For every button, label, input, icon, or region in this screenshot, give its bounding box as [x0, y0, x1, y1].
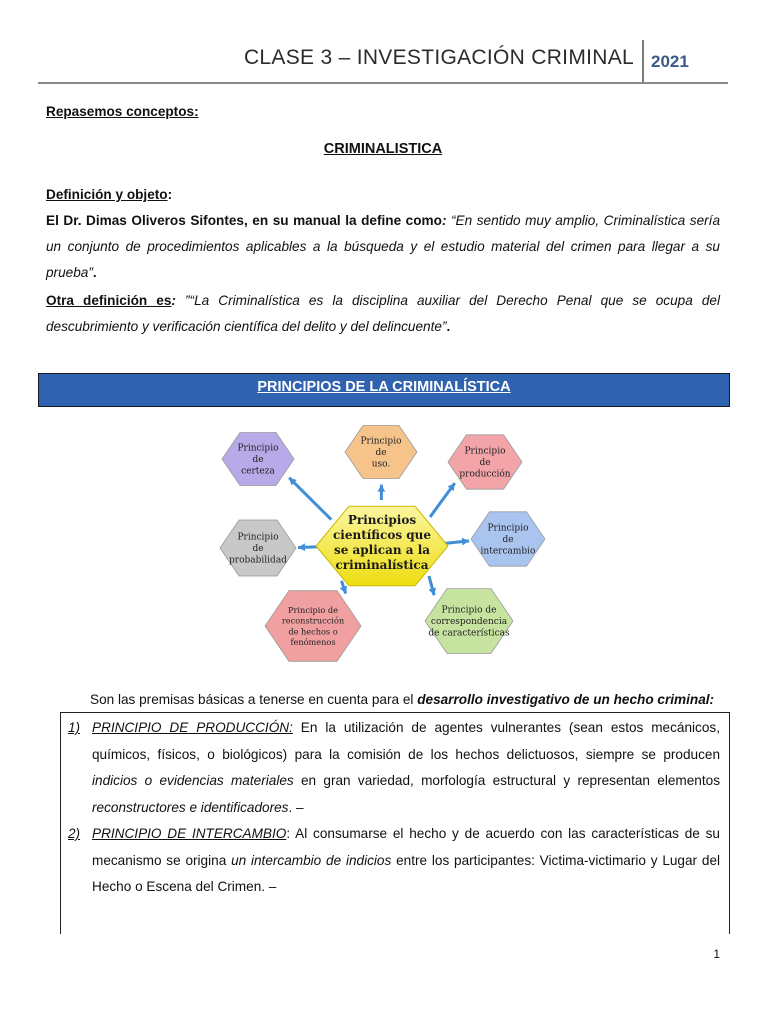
definition-1-end: .: [92, 265, 97, 280]
node-probabilidad-label: probabilidad: [229, 555, 287, 566]
item-2-b: un intercambio de indicios: [231, 852, 392, 868]
node-uso-label: Principio: [360, 436, 402, 447]
arrowhead-intercambio: [462, 538, 469, 546]
definition-heading-colon: :: [167, 187, 173, 202]
node-probabilidad-label: de: [252, 544, 264, 554]
definition-1-quote: “En sentido muy amplio, Criminalística sería un conjunto de procedimientos aplicables a la búsqueda y el estudio material del crimen para llegar a su prueba”: [46, 213, 721, 280]
item-1-number: 1): [68, 720, 81, 735]
page-number: 1: [713, 947, 720, 961]
node-certeza-label: Principio: [237, 443, 279, 454]
item-1-a: En la utilización de agentes vulnerantes (sean estos mecánicos, químicos, físicos, o biológicos) para la comisión de los hechos delictuosos, siempre se producen: [92, 720, 720, 762]
node-intercambio-label: de: [502, 535, 514, 545]
item-1-e: . –: [288, 799, 304, 815]
item-1-b: indicios o evidencias materiales: [92, 773, 294, 788]
definition-1-colon: :: [441, 213, 452, 228]
definition-heading: [46, 182, 720, 208]
premisas-emphasis: desarrollo investigativo de un hecho criminal:: [417, 692, 715, 707]
diagram-nodes: [220, 426, 545, 662]
node-reconstruccion-label: reconstrucción: [281, 615, 345, 626]
principles-section-bar: [38, 373, 730, 407]
item-2-number: 2): [68, 826, 81, 841]
item-2-colon: :: [286, 826, 291, 841]
definition-paragraph-2: [46, 288, 720, 340]
premisas-sentence: [90, 687, 730, 713]
list-item: [68, 715, 720, 821]
list-item: [68, 821, 720, 901]
document-header-title: CLASE 3 – INVESTIGACIÓN CRIMINAL: [243, 46, 634, 69]
premisas-lead: Son las premisas básicas a tenerse en cuenta para el: [90, 692, 418, 707]
definition-2-quote: ”“La Criminalística es la disciplina auxiliar del Derecho Penal que se ocupa del descubrimiento y verificación científica del delito y del delincuente”: [46, 293, 720, 334]
item-2-text: [92, 821, 720, 901]
item-1-d: reconstructores e identificadores: [92, 799, 289, 815]
item-2-a: Al consumarse el hecho y de acuerdo con las características de su mecanismo se origina: [92, 826, 720, 868]
node-reconstruccion-label: de hechos o: [288, 626, 338, 637]
node-correspondencia-label: correspondencia: [430, 617, 508, 627]
arrowhead-uso: [378, 485, 386, 492]
node-produccion-label: de: [479, 458, 491, 468]
center-label-line: Principios: [347, 513, 417, 527]
node-certeza-label: de: [252, 455, 264, 465]
node-uso-label: uso.: [371, 459, 391, 470]
document-header-year: 2021: [651, 52, 689, 71]
principles-diagram: [218, 414, 554, 674]
center-label-line: científicos que: [332, 528, 432, 542]
node-uso-label: de: [375, 448, 387, 458]
repasemos-heading: Repasemos conceptos:: [46, 104, 199, 119]
definition-2-lead: Otra definición es: [46, 293, 172, 308]
arrowhead-probabilidad: [298, 543, 305, 551]
item-2-title: PRINCIPIO DE INTERCAMBIO: [92, 826, 287, 841]
node-correspondencia-label: Principio de: [441, 605, 497, 616]
node-reconstruccion-label: Principio de: [288, 604, 338, 615]
item-1-text: [92, 715, 720, 821]
header-divider: [642, 40, 644, 84]
header-rule: [38, 82, 728, 84]
definition-paragraph-1: [46, 208, 720, 286]
definition-2-end: .: [446, 319, 451, 334]
definition-heading-text: Definición y objeto: [46, 187, 168, 202]
definition-1-lead: El Dr. Dimas Oliveros Sifontes, en su manual la define como: [46, 213, 442, 228]
node-probabilidad-label: Principio: [237, 532, 279, 543]
node-correspondencia-label: de características: [428, 628, 510, 639]
node-certeza-label: certeza: [241, 466, 275, 477]
center-label-line: criminalística: [335, 558, 429, 572]
item-1-c: en gran variedad, morfología estructural y representan elementos: [293, 773, 720, 788]
node-produccion-label: producción: [459, 469, 511, 480]
principles-section-title: PRINCIPIOS DE LA CRIMINALÍSTICA: [257, 379, 511, 395]
item-1-title: PRINCIPIO DE PRODUCCIÓN:: [92, 720, 293, 735]
node-intercambio-label: intercambio: [480, 546, 536, 557]
item-2-c: entre los participantes: Victima-victimario y Lugar del Hecho o Escena del Crimen. –: [92, 852, 721, 894]
center-label-line: se aplican a la: [333, 543, 431, 557]
subject-title: CRIMINALISTICA: [323, 141, 443, 157]
node-reconstruccion-label: fenómenos: [290, 637, 336, 648]
node-produccion-label: Principio: [464, 446, 506, 457]
arrow-certeza: [289, 478, 331, 520]
definition-2-colon: :: [171, 293, 186, 308]
node-intercambio-label: Principio: [487, 523, 529, 534]
